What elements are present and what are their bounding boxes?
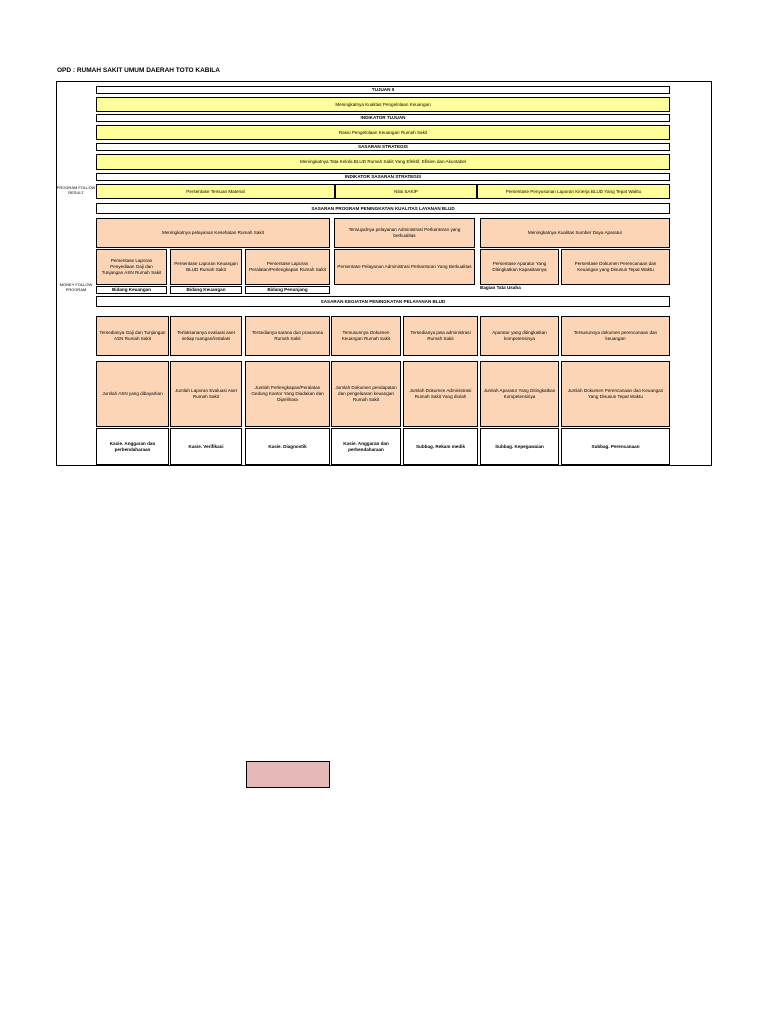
kegiatan-unit: Subbag. Rekam medik (403, 428, 478, 465)
kegiatan-target: Tersusunnya Dokumen Keuangan Rumah Sakit (331, 316, 401, 356)
program-indicator: Persentase Laporan Penyediaan Gaji dan Tunjangan ASN Rumah Sakit (96, 249, 167, 285)
kegiatan-indicator: Jumlah Dokumen Perencanaan dan Keuangan Yang Disusun Tepat Waktu (561, 361, 670, 427)
kegiatan-unit: Subbag. Perencanaan (561, 428, 670, 465)
program-indicator: Persentase Laporan Keuangan BLUD Rumah Sakit (170, 249, 242, 285)
kegiatan-unit: Kasie. Verifikasi (170, 428, 242, 465)
kegiatan-target: Aparatur yang ditingkatkan kompetensinya (480, 316, 559, 356)
tujuan-header: TUJUAN II (96, 86, 670, 94)
kegiatan-target: Tersedianya Gaji dan Tunjangan ASN Rumah Sakit (96, 316, 169, 356)
kegiatan-target: Tersedianya jasa administrasi Rumah Sakit (403, 316, 478, 356)
tujuan-text: Meningkatnya Kualitas Pengelolaan Keuangan (96, 97, 670, 112)
sasaran-strategis-text: Meningkatnya Tata Kelola BLUD Rumah Sakit Yang Efektif, Efisien dan Akuntabel (96, 154, 670, 170)
sasaran-program-header: SASARAN PROGRAM PENINGKATAN KUALITAS LAYANAN BLUD (96, 203, 670, 214)
indikator-ss-item: Nilai SAKIP (335, 184, 477, 199)
kegiatan-indicator: Jumlah Dokumen pendapatan dan pengeluaran keuangan Rumah Sakit (331, 361, 401, 427)
indikator-tujuan-text: Rasio Pengelolaan Keuangan Rumah Sakit (96, 125, 670, 140)
indikator-sasaran-strategis-header: INDIKATOR SASARAN STRATEGIS (96, 173, 670, 181)
kegiatan-unit: Kasie. Anggaran dan perbendaharaan (96, 428, 169, 465)
kegiatan-indicator: Jumlah Laporan Evaluasi Aset Rumah Sakit (170, 361, 242, 427)
kegiatan-target: Tersusunnya dokumen perencanaan dan keuangan (561, 316, 670, 356)
kegiatan-unit: Subbag. Kepegawaian (480, 428, 559, 465)
sasaran-strategis-header: SASARAN STRATEGIS (96, 143, 670, 151)
program-indicator: Persentase Dokumen Perencanaan dan Keuangan yang Disusun Tepat Waktu (561, 249, 670, 285)
program-unit: Bidang Keuangan (96, 286, 167, 294)
sasaran-kegiatan-header: SASARAN KEGIATAN PENINGKATAN PELAYANAN BLUD (96, 296, 670, 307)
kegiatan-target: Terlaksananya evaluasi aset setiap ruangan/instalasi (170, 316, 242, 356)
program-unit: Bagian Tata Usaha (480, 285, 521, 290)
sasaran-program-group: Meningkatnya pelayanan Kesehatan Rumah Sakit (96, 218, 330, 248)
money-follow-program-label: MONEY FOLLOW PROGRAM (59, 282, 93, 292)
indikator-tujuan-header: INDIKATOR TUJUAN (96, 114, 670, 122)
program-unit: Bidang Penunjang (245, 286, 330, 294)
kegiatan-indicator: Jumlah ASN yang dibayarkan (96, 361, 169, 427)
kegiatan-unit: Kasie. Anggaran dan perbendaharaan (331, 428, 401, 465)
sasaran-program-group: Meningkatnya Kualitas Sumber Daya Aparatur (480, 218, 670, 248)
kegiatan-indicator: Jumlah Perlengkapan/Peralatan Gedung Kantor Yang Diadakan dan Dipelihara (245, 361, 330, 427)
indikator-ss-item: Persentase Temuan Material (96, 184, 335, 199)
kegiatan-indicator: Jumlah Aparatur Yang Ditingkatkan Kompetensinya (480, 361, 559, 427)
kegiatan-indicator: Jumlah Dokumen Administrasi Rumah Sakit Yang diolah (403, 361, 478, 427)
program-indicator: Persentase Laporan Peralatan/Perlengkapan Rumah Sakit (245, 249, 330, 285)
kegiatan-unit: Kasie. Diagnostik (245, 428, 330, 465)
sasaran-program-group: Terwujudnya pelayanan Administrasi Perkantoran yang berkualitas (334, 218, 475, 248)
opd-title: OPD : RUMAH SAKIT UMUM DAERAH TOTO KABILA (57, 67, 220, 74)
program-indicator: Persentase Aparatur Yang Ditingkatkan Kapasitasnya (480, 249, 559, 285)
program-indicator: Persentase Pelayanan Administrasi Perkantoran Yang Berkualitas (334, 249, 475, 285)
indikator-ss-item: Persentase Penyusunan Laporan Kinerja BLUD Yang Tepat Waktu (477, 184, 670, 199)
kegiatan-target: Tersedianya sarana dan prasarana Rumah Sakit (245, 316, 330, 356)
pink-cell (246, 761, 330, 788)
program-unit: Bidang Keuangan (170, 286, 242, 294)
program-follow-result-label: PROGRAM FOLLOW RESULT (56, 185, 96, 195)
